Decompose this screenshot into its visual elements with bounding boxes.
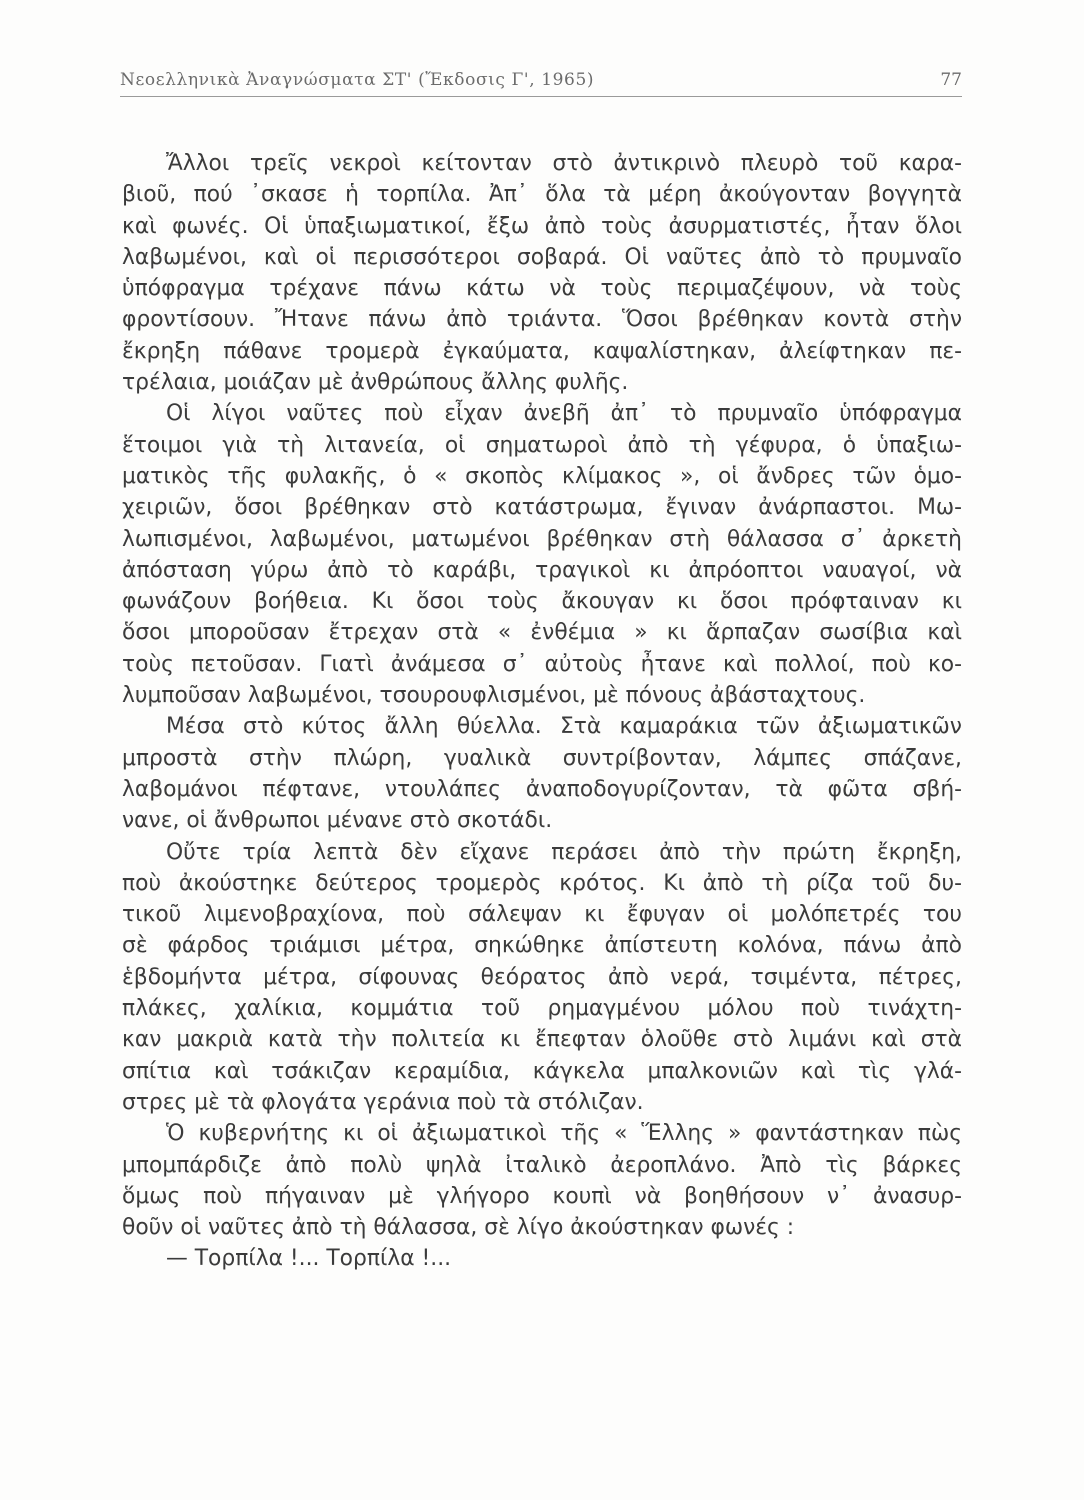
text-line: τοὺς πετοῦσαν. Γιατὶ ἀνάμεσα σ᾽ αὐτοὺς ἦτανε καὶ πολλοί, ποὺ κο- — [122, 651, 962, 677]
text-line: ὅμως ποὺ πήγαιναν μὲ γλήγορο κουπὶ νὰ βοηθήσουν ν᾽ ἀνασυρ- — [122, 1183, 962, 1209]
text-line: Οἱ λίγοι ναῦτες ποὺ εἶχαν ἀνεβῆ ἀπ᾽ τὸ πρυμναῖο ὑπόφραγμα — [166, 401, 962, 427]
header-rule — [120, 96, 962, 97]
running-title: Νεοελληνικὰ Ἀναγνώσματα ΣΤ' (Ἔκδοσις Γ', 1965) — [120, 70, 595, 90]
text-line: λαβομάνοι πέφτανε, ντουλάπες ἀναποδογυρίζονταν, τὰ φῶτα σβή- — [122, 776, 962, 802]
text-line: λαβωμένοι, καὶ οἱ περισσότεροι σοβαρά. Οἱ ναῦτες ἀπὸ τὸ πρυμναῖο — [122, 244, 962, 270]
text-line: μπροστὰ στὴν πλώρη, γυαλικὰ συντρίβονταν, λάμπες σπάζανε, — [122, 745, 962, 771]
text-line: — Τορπίλα !... Τορπίλα !... — [166, 1246, 452, 1272]
text-line: ὅσοι μποροῦσαν ἔτρεχαν στὰ « ἐνθέμια » κι ἅρπαζαν σωσίβια καὶ — [122, 620, 962, 646]
text-line: βιοῦ, πού ᾽σκασε ἡ τορπίλα. Ἀπ᾽ ὅλα τὰ μέρη ἀκούγονταν βογγητὰ — [122, 182, 962, 208]
body-text — [122, 148, 962, 1275]
text-line: λωπισμένοι, λαβωμένοι, ματωμένοι βρέθηκαν στὴ θάλασσα σ᾽ ἀρκετὴ — [122, 526, 962, 552]
text-line: Ὁ κυβερνήτης κι οἱ ἀξιωματικοὶ τῆς « Ἕλλης » φαντάστηκαν πὼς — [166, 1121, 962, 1147]
text-line: πλάκες, χαλίκια, κομμάτια τοῦ ρημαγμένου μόλου ποὺ τινάχτη- — [122, 996, 962, 1022]
text-line: ποὺ ἀκούστηκε δεύτερος τρομερὸς κρότος. Κι ἀπὸ τὴ ρίζα τοῦ δυ- — [122, 870, 962, 896]
text-line: καν μακριὰ κατὰ τὴν πολιτεία κι ἔπεφταν ὁλοῦθε στὸ λιμάνι καὶ στὰ — [122, 1027, 962, 1053]
text-line: Οὔτε τρία λεπτὰ δὲν εἴχανε περάσει ἀπὸ τὴν πρώτη ἔκρηξη, — [166, 839, 962, 865]
text-line: σὲ φάρδος τριάμισι μέτρα, σηκώθηκε ἀπίστευτη κολόνα, πάνω ἀπὸ — [122, 933, 962, 959]
text-line: Μέσα στὸ κύτος ἄλλη θύελλα. Στὰ καμαράκια τῶν ἀξιωματικῶν — [166, 714, 962, 740]
text-line: τρέλαια, μοιάζαν μὲ ἀνθρώπους ἄλλης φυλῆς. — [122, 370, 629, 396]
text-line: καὶ φωνές. Οἱ ὑπαξιωματικοί, ἔξω ἀπὸ τοὺς ἀσυρματιστές, ἦταν ὅλοι — [122, 213, 962, 239]
text-line: ἑβδομήντα μέτρα, σίφουνας θεόρατος ἀπὸ νερά, τσιμέντα, πέτρες, — [122, 964, 962, 990]
text-line: ματικὸς τῆς φυλακῆς, ὁ « σκοπὸς κλίμακος », οἱ ἄνδρες τῶν ὁμο- — [122, 463, 962, 489]
text-line: ἀπόσταση γύρω ἀπὸ τὸ καράβι, τραγικοὶ κι ἀπρόοπτοι ναυαγοί, νὰ — [122, 557, 962, 583]
text-line: ἔκρηξη πάθανε τρομερὰ ἐγκαύματα, καψαλίστηκαν, ἀλείφτηκαν πε- — [122, 338, 962, 364]
text-line: Ἄλλοι τρεῖς νεκροὶ κείτονταν στὸ ἀντικρινὸ πλευρὸ τοῦ καρα- — [166, 151, 962, 176]
text-line: τικοῦ λιμενοβραχίονα, ποὺ σάλεψαν κι ἔφυγαν οἱ μολόπετρές του — [122, 902, 962, 928]
text-line: φωνάζουν βοήθεια. Κι ὅσοι τοὺς ἄκουγαν κι ὅσοι πρόφταιναν κι — [122, 589, 962, 615]
text-line: φροντίσουν. Ἤτανε πάνω ἀπὸ τριάντα. Ὅσοι βρέθηκαν κοντὰ στὴν — [122, 307, 962, 333]
text-line: μπομπάρδιζε ἀπὸ πολὺ ψηλὰ ἰταλικὸ ἀεροπλάνο. Ἀπὸ τὶς βάρκες — [122, 1152, 962, 1178]
text-line: σπίτια καὶ τσάκιζαν κεραμίδια, κάγκελα μπαλκονιῶν καὶ τὶς γλά- — [122, 1058, 962, 1084]
text-line: λυμποῦσαν λαβωμένοι, τσουρουφλισμένοι, μὲ πόνους ἀβάσταχτους. — [122, 683, 866, 709]
text-line: στρες μὲ τὰ φλογάτα γεράνια ποὺ τὰ στόλιζαν. — [122, 1089, 644, 1115]
text-line: θοῦν οἱ ναῦτες ἀπὸ τὴ θάλασσα, σὲ λίγο ἀκούστηκαν φωνές : — [122, 1215, 795, 1241]
text-line: ὑπόφραγμα τρέχανε πάνω κάτω νὰ τοὺς περιμαζέψουν, νὰ τοὺς — [122, 276, 962, 302]
text-line: νανε, οἱ ἄνθρωποι μένανε στὸ σκοτάδι. — [122, 808, 553, 834]
text-line: ἕτοιμοι γιὰ τὴ λιτανεία, οἱ σηματωροὶ ἀπὸ τὴ γέφυρα, ὁ ὑπαξιω- — [122, 432, 962, 458]
running-header — [120, 62, 962, 98]
page-number: 77 — [940, 70, 962, 90]
text-line: χειριῶν, ὅσοι βρέθηκαν στὸ κατάστρωμα, ἔγιναν ἀνάρπαστοι. Μω- — [122, 495, 962, 521]
